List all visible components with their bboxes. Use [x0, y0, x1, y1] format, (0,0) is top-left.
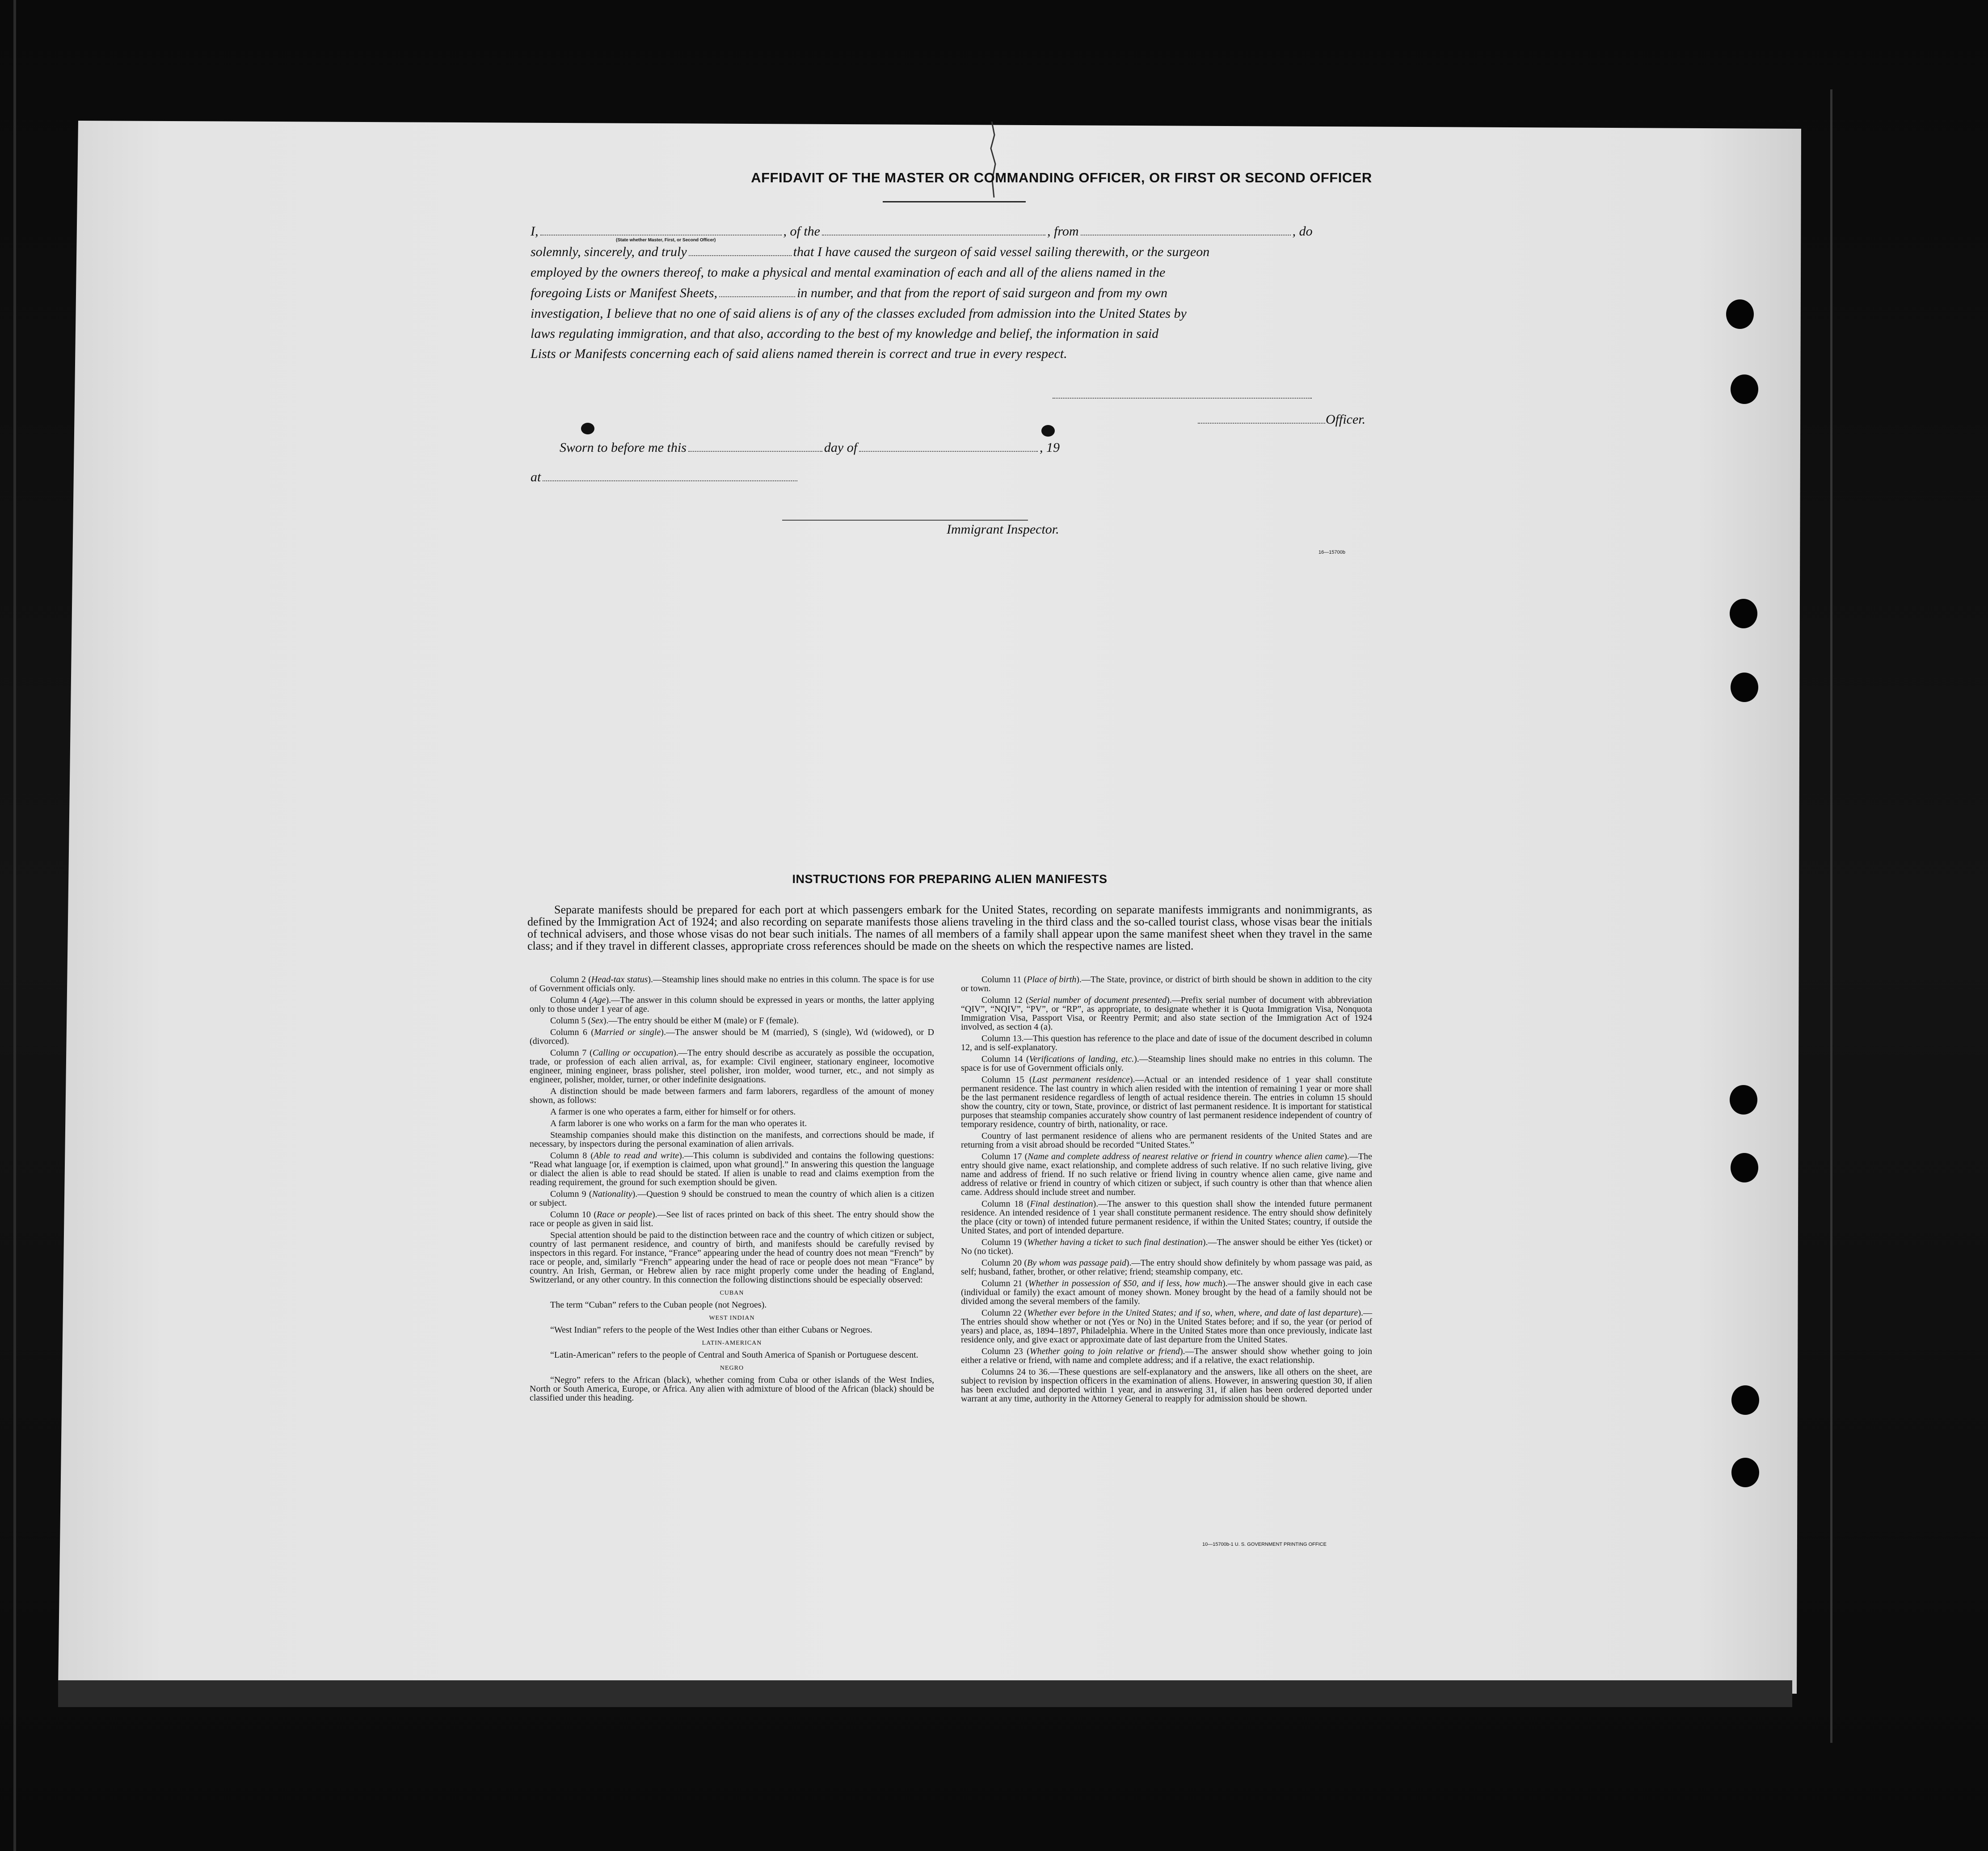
- affidavit-text: day of: [824, 440, 858, 455]
- instruction-paragraph: Column 19 (Whether having a ticket to such final destination).—The answer should be either Yes (ticket) or No (no ticket).: [961, 1237, 1372, 1256]
- inspector-label: Immigrant Inspector.: [947, 522, 1059, 537]
- instruction-paragraph: Column 15 (Last permanent residence).—Actual or an intended residence of 1 year shall constitute permanent residence. The last country in which alien resided with the intention of remaining 1 year or more shall be the last permanent residence regardless of length of actual residence therein. The entries in column 15 should show the country, city or town, State, province, or district of last permanent residence. It is important for statistical purposes that steamship companies accurately show country of last permanent residence independent of country of temporary residence, country of birth, nationality, or race.: [961, 1075, 1372, 1129]
- officer-label: Officer.: [1326, 412, 1366, 427]
- blank-field-affirm[interactable]: [689, 255, 792, 256]
- affidavit-line-5: investigation, I believe that no one of said aliens is of any of the classes excluded from admission into the United States by: [531, 306, 1187, 321]
- printer-imprint: 10—15700b-1 U. S. GOVERNMENT PRINTING OFFICE: [1202, 1542, 1327, 1547]
- section-heading: CUBAN: [720, 1290, 744, 1296]
- punch-hole: [1730, 599, 1757, 628]
- instruction-paragraph: Column 9 (Nationality).—Question 9 should be construed to mean the country of which alien is a citizen or subject.: [530, 1189, 934, 1208]
- officer-signature-line[interactable]: [1198, 423, 1325, 424]
- inspector-signature-line[interactable]: [782, 520, 1028, 521]
- instruction-paragraph: Column 6 (Married or single).—The answer should be M (married), S (single), Wd (widowed), or D (divorced).: [530, 1027, 934, 1046]
- affidavit-text: , of the: [783, 224, 820, 239]
- instruction-paragraph: “West Indian” refers to the people of the West Indies other than either Cubans or Negroes.: [550, 1325, 872, 1335]
- affidavit-text: , from: [1047, 224, 1079, 239]
- instruction-paragraph: Column 20 (By whom was passage paid).—The entry should show definitely by whom passage was paid, as self; husband, father, brother, or other relative; friend; steamship company, etc.: [961, 1258, 1372, 1277]
- blank-field-count[interactable]: [719, 296, 795, 297]
- instruction-paragraph: Column 21 (Whether in possession of $50, and if less, how much).—The answer should give in each case (individual or family) the exact amount of money shown. Money brought by the head of a family should not be divided among the several members of the family.: [961, 1279, 1372, 1306]
- instruction-paragraph: “Negro” refers to the African (black), whether coming from Cuba or other islands of the West Indies, North or South America, Europe, or Africa. Any alien with admixture of blood of the African (black) should be classified under this heading.: [530, 1375, 934, 1403]
- punch-hole: [1731, 1458, 1759, 1487]
- affidavit-text: Sworn to before me this: [560, 440, 687, 455]
- instruction-paragraph: Column 4 (Age).—The answer in this column should be expressed in years or months, the latter applying only to those under 1 year of age.: [530, 995, 934, 1014]
- affidavit-line-3: employed by the owners thereof, to make a physical and mental examination of each and all of the aliens named in the: [531, 265, 1166, 280]
- instructions-intro: Separate manifests should be prepared for each port at which passengers embark for the United States, recording on separate manifests immigrants and nonimmigrants, as defined by the Immigration Act of 1924; and also recording on separate manifests those aliens traveling in the third class and the so-called tourist class, whose visas bear the initials of technical advisers, and those whose visas do not bear such initials. The names of all members of a family shall appear upon the same manifest sheet when they travel in the same class; and if they travel in different classes, appropriate cross references should be made on the sheets on which the respective names are listed.: [527, 903, 1372, 952]
- affidavit-text: at: [531, 470, 541, 484]
- blank-field-vessel[interactable]: [822, 234, 1045, 236]
- instructions-left-column: [530, 975, 934, 1405]
- affidavit-text: I,: [531, 224, 539, 239]
- punch-hole: [1726, 299, 1754, 329]
- instruction-paragraph: Column 10 (Race or people).—See list of races printed on back of this sheet. The entry should show the race or people as given in said list.: [530, 1210, 934, 1228]
- instruction-paragraph: Column 23 (Whether going to join relative or friend).—The answer should show whether going to join either a relative or friend, with name and complete address; and if a relative, the exact relationship.: [961, 1346, 1372, 1365]
- section-heading: LATIN-AMERICAN: [702, 1340, 762, 1346]
- instruction-paragraph: The term “Cuban” refers to the Cuban people (not Negroes).: [550, 1300, 767, 1310]
- instruction-paragraph: Column 2 (Head-tax status).—Steamship lines should make no entries in this column. The space is for use of Government officials only.: [530, 975, 934, 993]
- instructions-title: INSTRUCTIONS FOR PREPARING ALIEN MANIFESTS: [792, 872, 1108, 886]
- instruction-paragraph: A farmer is one who operates a farm, either for himself or for others.: [550, 1107, 796, 1117]
- instruction-paragraph: Column 14 (Verifications of landing, etc.).—Steamship lines should make no entries in this column. The space is for use of Government officials only.: [961, 1054, 1372, 1073]
- blank-field-officer-rank[interactable]: [540, 234, 782, 236]
- affidavit-line-6: laws regulating immigration, and that also, according to the best of my knowledge and belief, the information in said: [531, 326, 1159, 341]
- punch-hole: [1731, 1153, 1758, 1182]
- instruction-paragraph: Column 22 (Whether ever before in the United States; and if so, when, where, and date of last departure).—The entries should show whether or not (Yes or No) in the United States before; and if so, the year (or period of years) and place, as, 1894–1897, Philadelphia. Where in the United States more than once previously, indicate last residence only, and give exact or approximate date of last departure from the United States.: [961, 1308, 1372, 1345]
- ink-spot: [581, 423, 594, 434]
- film-edge: [13, 0, 16, 1851]
- instruction-paragraph: Special attention should be paid to the distinction between race and the country of which citizen or subject, country of last permanent residence, and country of birth, and manifests should be carefully revised by inspectors in this regard. For instance, “France” appearing under the head of country does not mean “French” by race or people, and, similarly “French” appearing under the head of race or people does not mean “France” by country. An Irish, German, or Hebrew alien by race might properly come under the heading of England, Switzerland, or any other country. In this connection the following distinctions should be especially observed:: [530, 1230, 934, 1285]
- punch-hole: [1731, 1385, 1759, 1415]
- blank-field-month[interactable]: [859, 450, 1038, 452]
- instruction-paragraph: Column 11 (Place of birth).—The State, province, or district of birth should be shown in addition to the city or town.: [961, 975, 1372, 993]
- affidavit-line-4: [531, 284, 1375, 302]
- instruction-paragraph: Column 7 (Calling or occupation).—The entry should describe as accurately as possible the occupation, trade, or profession of each alien arrival, as, for example: Civil engineer, stationary engineer, locomotive engineer, mining engineer, brass polisher, steel polisher, iron molder, wood turner, etc., and not simply as engineer, polisher, molder, turner, or other indefinite designations.: [530, 1048, 934, 1085]
- affidavit-text: solemnly, sincerely, and truly: [531, 244, 687, 259]
- rank-note: (State whether Master, First, or Second Officer): [616, 238, 716, 243]
- section-heading: NEGRO: [720, 1365, 744, 1371]
- affidavit-text: , do: [1292, 224, 1313, 239]
- affidavit-text: that I have caused the surgeon of said vessel sailing therewith, or the surgeon: [793, 244, 1210, 259]
- form-code: 16—15700b: [1318, 550, 1345, 555]
- instruction-paragraph: Columns 24 to 36.—These questions are self-explanatory and the answers, like all others on the sheet, are subject to revision by inspection officers in the examination of aliens. However, in answering question 30, if alien has been excluded and deported within 1 year, and in answering 31, if alien has been ordered deported under warrant at any time, authority in the Attorney General to reapply for admission should be shown.: [961, 1367, 1372, 1404]
- at-line: [531, 468, 1375, 486]
- affidavit-text: in number, and that from the report of said surgeon and from my own: [797, 286, 1167, 300]
- affidavit-text: , 19: [1040, 440, 1060, 455]
- punch-hole: [1731, 374, 1758, 404]
- section-heading: WEST INDIAN: [709, 1315, 755, 1321]
- signature-line[interactable]: [1053, 398, 1312, 399]
- affidavit-line-2: [531, 243, 1375, 261]
- paper-tear-mark: [986, 122, 999, 198]
- instruction-paragraph: Column 17 (Name and complete address of nearest relative or friend in country whence alien came).—The entry should give name, exact relationship, and complete address of such relative. If no such relative living, give name and address of friend. If no such relative or friend living in country whence alien came, give name and address of relative or friend in country of which citizen or subject, if such country is other than that whence alien came. Address should include street and number.: [961, 1152, 1372, 1197]
- instruction-paragraph: Steamship companies should make this distinction on the manifests, and corrections should be made, if necessary, by inspectors during the personal examination of alien arrivals.: [530, 1130, 934, 1149]
- sworn-line: [560, 439, 1404, 457]
- instruction-paragraph: Column 12 (Serial number of document presented).—Prefix serial number of document with abbreviation “QIV”, “NQIV”, “PV”, or “RP”, as appropriate, to designate whether it is Quota Immigration Visa, Nonquota Immigration Visa, Passport Visa, or Reentry Permit; and also state section of the Immigration Act of 1924 involved, as section 4 (a).: [961, 995, 1372, 1032]
- punch-hole: [1730, 1085, 1757, 1115]
- instruction-paragraph: A farm laborer is one who works on a farm for the man who operates it.: [550, 1119, 807, 1128]
- instruction-paragraph: A distinction should be made between farmers and farm laborers, regardless of the amount of money shown, as follows:: [530, 1086, 934, 1105]
- instruction-paragraph: Column 18 (Final destination).—The answer to this question shall show the intended future permanent residence. An intended residence of 1 year shall constitute permanent residence. The entry should show definitely the place (city or town) of intended future permanent residence, if within the United States; country, if outside the United States, and port of intended departure.: [961, 1199, 1372, 1236]
- blank-field-port[interactable]: [1081, 234, 1291, 236]
- instruction-paragraph: Column 5 (Sex).—The entry should be either M (male) or F (female).: [550, 1016, 799, 1026]
- punch-hole: [1731, 673, 1758, 702]
- instruction-paragraph: Column 8 (Able to read and write).—This column is subdivided and contains the following questions: “Read what language [or, if exemption is claimed, upon what ground].” In answering this question the language or dialect the alien is able to read should be stated. If alien is unable to read and claims exemption from the reading requirement, the ground for such exemption should be given.: [530, 1151, 934, 1187]
- affidavit-title: AFFIDAVIT OF THE MASTER OR COMMANDING OFFICER, OR FIRST OR SECOND OFFICER: [751, 170, 1372, 185]
- blank-field-place[interactable]: [543, 480, 797, 481]
- affidavit-text: foregoing Lists or Manifest Sheets,: [531, 286, 718, 300]
- blank-field-day[interactable]: [688, 450, 822, 452]
- title-divider: [883, 201, 1026, 202]
- instruction-paragraph: Country of last permanent residence of aliens who are permanent residents of the United States and are returning from a visit abroad should be recorded “United States.”: [961, 1131, 1372, 1150]
- ink-spot: [1041, 425, 1055, 437]
- instruction-paragraph: Column 13.—This question has reference to the place and date of issue of the document described in column 12, and is self-explanatory.: [961, 1034, 1372, 1052]
- affidavit-line-7: Lists or Manifests concerning each of said aliens named therein is correct and true in every respect.: [531, 346, 1067, 361]
- page-shadow: [58, 1680, 1792, 1707]
- instruction-paragraph: “Latin-American” refers to the people of Central and South America of Spanish or Portuguese descent.: [550, 1350, 918, 1360]
- instructions-right-column: [961, 975, 1372, 1406]
- film-edge: [1830, 89, 1832, 1743]
